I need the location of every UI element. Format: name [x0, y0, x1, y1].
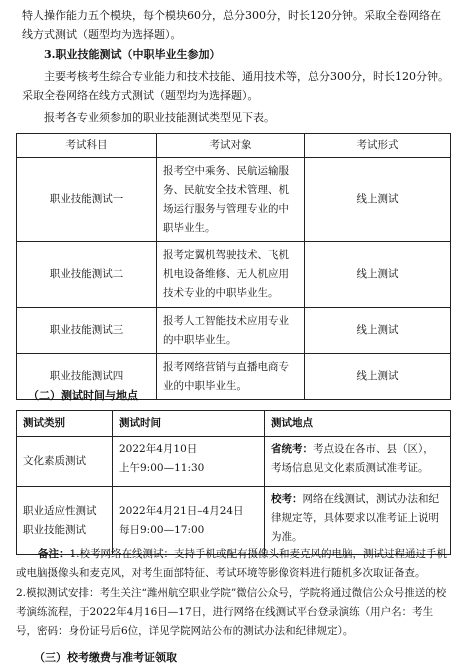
- time-date: 2022年4月21日–4月24日: [119, 504, 244, 517]
- row-time: [113, 437, 265, 487]
- note-2: 2.模拟测试安排：考生关注“潍州航空职业学院”微信公众号，学院将通过微信公众号推送的校考演练流程，于2022年4月16日—17日，进行网络在线测试平台登录演练（用户名：考生号，密码：身份证号后6位，详见学院网站公布的测试办法和纪律规定）。: [16, 587, 447, 637]
- notes-label: 备注：: [38, 548, 70, 560]
- row-place: [265, 437, 451, 487]
- table-row: [17, 437, 451, 487]
- table-row: [17, 158, 451, 242]
- note-1-text: 1.校考网络在线测试：支持手机或配有摄像头和麦克风的电脑，测试过程通过手机或电脑摄像头和麦克风，对考生面部特征、考试环境等影像资料进行随机多次取证备查。: [16, 548, 448, 579]
- row-subject: 职业技能测试一: [17, 158, 157, 242]
- row-subject: 职业技能测试四: [17, 354, 157, 400]
- intro-paragraph: 主要考核考生综合专业能力和技术技能、通用技术等，总分300分，时长120分钟。采取全卷网络在线方式测试（题型均为选择题）。: [22, 70, 449, 102]
- schedule-table: [16, 410, 451, 555]
- row-form: 线上测试: [305, 308, 451, 354]
- header-category: 测试类别: [17, 411, 113, 437]
- row-form: 线上测试: [305, 242, 451, 308]
- time-hours: 上午9:00—11:30: [119, 462, 205, 474]
- section-heading-3: 3.职业技能测试（中职毕业生参加）: [44, 48, 221, 61]
- section-heading-2: （二）测试时间与地点: [28, 389, 138, 402]
- table-header-row: [17, 134, 451, 158]
- row-target: 报考网络营销与直播电商专业的中职毕业生。: [157, 354, 305, 400]
- place-label: 校考：: [271, 493, 303, 505]
- row-form: 线上测试: [305, 354, 451, 400]
- header-time: 测试时间: [113, 411, 265, 437]
- row-form: 线上测试: [305, 158, 451, 242]
- category-line-2: 职业技能测试: [23, 523, 86, 536]
- header-form: 考试形式: [305, 134, 451, 158]
- place-text: 考点设在各市、县（区），考场信息见文化素质测试准考证。: [271, 443, 434, 474]
- row-target: 报考定翼机驾驶技术、飞机机电设备维修、无人机应用技术专业的中职毕业生。: [157, 242, 305, 308]
- section-heading-3-fees: （三）校考缴费与准考证领取: [34, 651, 177, 664]
- table-row: [17, 242, 451, 308]
- skills-test-table: [16, 133, 451, 400]
- row-subject: 职业技能测试二: [17, 242, 157, 308]
- header-target: 考试对象: [157, 134, 305, 158]
- table-intro-paragraph: 报考各专业须参加的职业技能测试类型见下表。: [44, 111, 275, 124]
- place-label: 省统考：: [271, 443, 313, 455]
- row-target: 报考空中乘务、民航运输服务、民航安全技术管理、机场运行服务与管理专业的中职毕业生。: [157, 158, 305, 242]
- time-hours: 每日9:00—17:00: [119, 523, 205, 536]
- table-header-row: [17, 411, 451, 437]
- note-1: [16, 545, 452, 583]
- row-subject: 职业技能测试三: [17, 308, 157, 354]
- header-place: 测试地点: [265, 411, 451, 437]
- row-target: 报考人工智能技术应用专业的中职毕业生。: [157, 308, 305, 354]
- time-date: 2022年4月10日: [119, 443, 198, 455]
- category-line-1: 职业适应性测试: [23, 504, 97, 517]
- row-category: 文化素质测试: [17, 437, 113, 487]
- place-text: 网络在线测试，测试办法和纪律规定等，具体要求以准考证上说明为准。: [271, 493, 439, 543]
- table-row: [17, 308, 451, 354]
- intro-text: 特人操作能力五个模块，每个模块60分，总分300分，时长120分钟。采取全卷网络在线方式测试（题型均为选择题）。: [22, 9, 441, 41]
- header-subject: 考试科目: [17, 134, 157, 158]
